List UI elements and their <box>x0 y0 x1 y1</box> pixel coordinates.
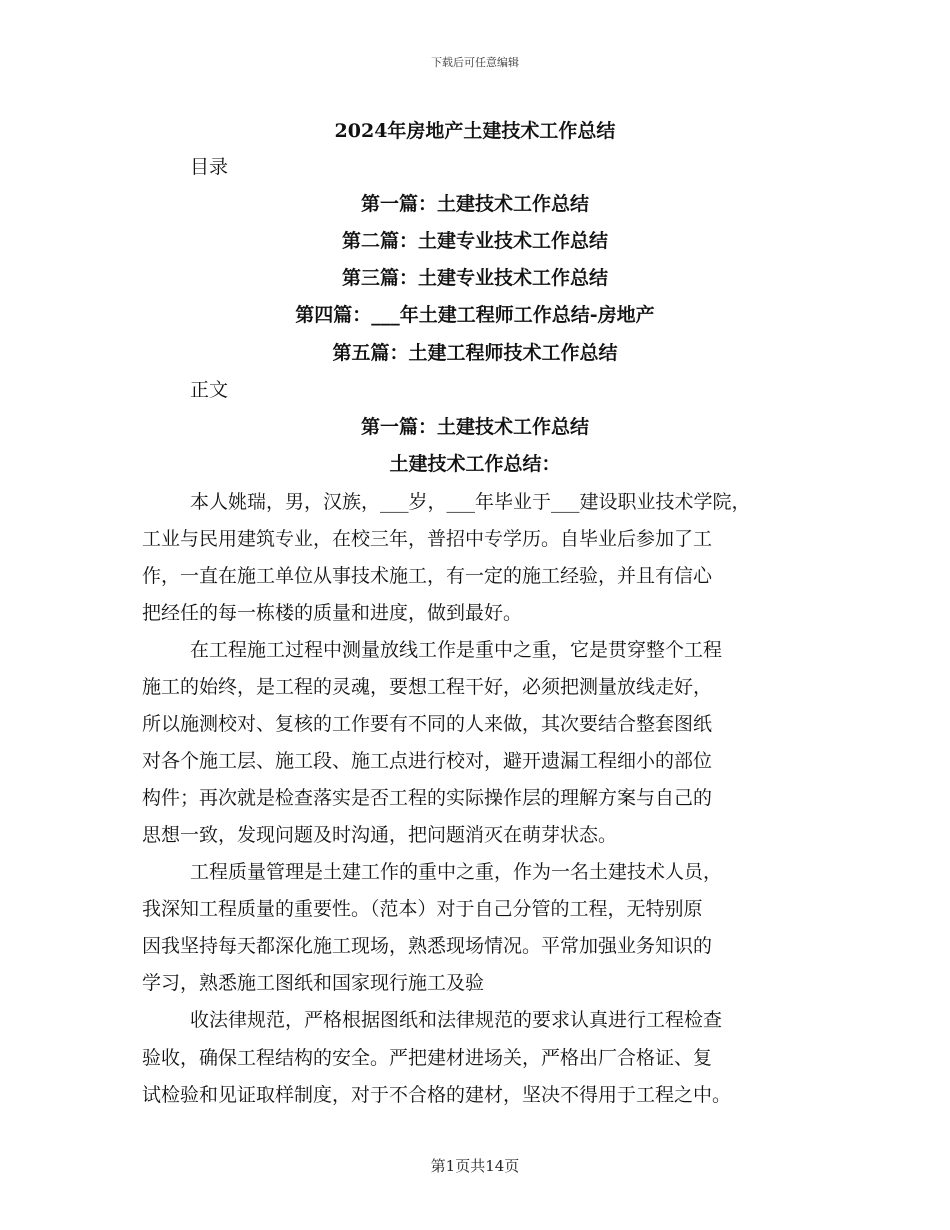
sub-heading: 土建技术工作总结： <box>389 453 561 475</box>
paragraph-4-line-2: 验收，确保工程结构的安全。严把建材进场关，严格出厂合格证、复 <box>142 1047 713 1069</box>
section-heading: 第一篇：土建技术工作总结 <box>360 416 589 438</box>
paragraph-2-line-1: 在工程施工过程中测量放线工作是重中之重，它是贯穿整个工程 <box>190 639 723 661</box>
paragraph-2-line-3: 所以施测校对、复核的工作要有不同的人来做，其次要结合整套图纸 <box>142 713 713 735</box>
paragraph-3-line-3: 因我坚持每天都深化施工现场，熟悉现场情况。平常加强业务知识的 <box>142 935 713 957</box>
toc-item-5: 第五篇：土建工程师技术工作总结 <box>332 342 618 364</box>
paragraph-2-line-5: 构件；再次就是检查落实是否工程的实际操作层的理解方案与自己的 <box>142 787 713 809</box>
paragraph-1-line-4: 把经任的每一栋楼的质量和进度，做到最好。 <box>142 602 523 624</box>
paragraph-3-line-4: 学习，熟悉施工图纸和国家现行施工及验 <box>142 972 485 994</box>
body-label: 正文 <box>190 379 229 401</box>
toc-item-4: 第四篇：___年土建工程师工作总结-房地产 <box>295 304 655 326</box>
page-footer: 第1页共14页 <box>430 1157 520 1175</box>
paragraph-3-line-1: 工程质量管理是土建工作的重中之重，作为一名土建技术人员， <box>190 861 723 883</box>
paragraph-3-line-2: 我深知工程质量的重要性。（范本）对于自己分管的工程，无特别原 <box>142 898 703 920</box>
toc-item-2: 第二篇：土建专业技术工作总结 <box>341 230 608 252</box>
paragraph-1-line-1: 本人姚瑞，男，汉族，___岁，___年毕业于___建设职业技术学院， <box>190 491 751 513</box>
paragraph-4-line-3: 试检验和见证取样制度，对于不合格的建材，坚决不得用于工程之中。 <box>142 1084 732 1106</box>
paragraph-2-line-6: 思想一致，发现问题及时沟通，把问题消灭在萌芽状态。 <box>142 824 618 846</box>
paragraph-4-line-1: 收法律规范，严格根据图纸和法律规范的要求认真进行工程检查 <box>190 1009 723 1031</box>
paragraph-2-line-4: 对各个施工层、施工段、施工点进行校对，避开遗漏工程细小的部位 <box>142 750 713 772</box>
toc-item-3: 第三篇：土建专业技术工作总结 <box>341 267 608 289</box>
toc-label: 目录 <box>190 156 229 178</box>
paragraph-2-line-2: 施工的始终，是工程的灵魂，要想工程干好，必须把测量放线走好， <box>142 676 713 698</box>
paragraph-1-line-3: 作，一直在施工单位从事技术施工，有一定的施工经验，并且有信心 <box>142 565 713 587</box>
header-note: 下载后可任意编辑 <box>431 56 519 69</box>
toc-item-1: 第一篇：土建技术工作总结 <box>360 193 589 215</box>
document-title: 2024年房地产土建技术工作总结 <box>334 120 616 142</box>
paragraph-1-line-2: 工业与民用建筑专业，在校三年，普招中专学历。自毕业后参加了工 <box>142 528 713 550</box>
